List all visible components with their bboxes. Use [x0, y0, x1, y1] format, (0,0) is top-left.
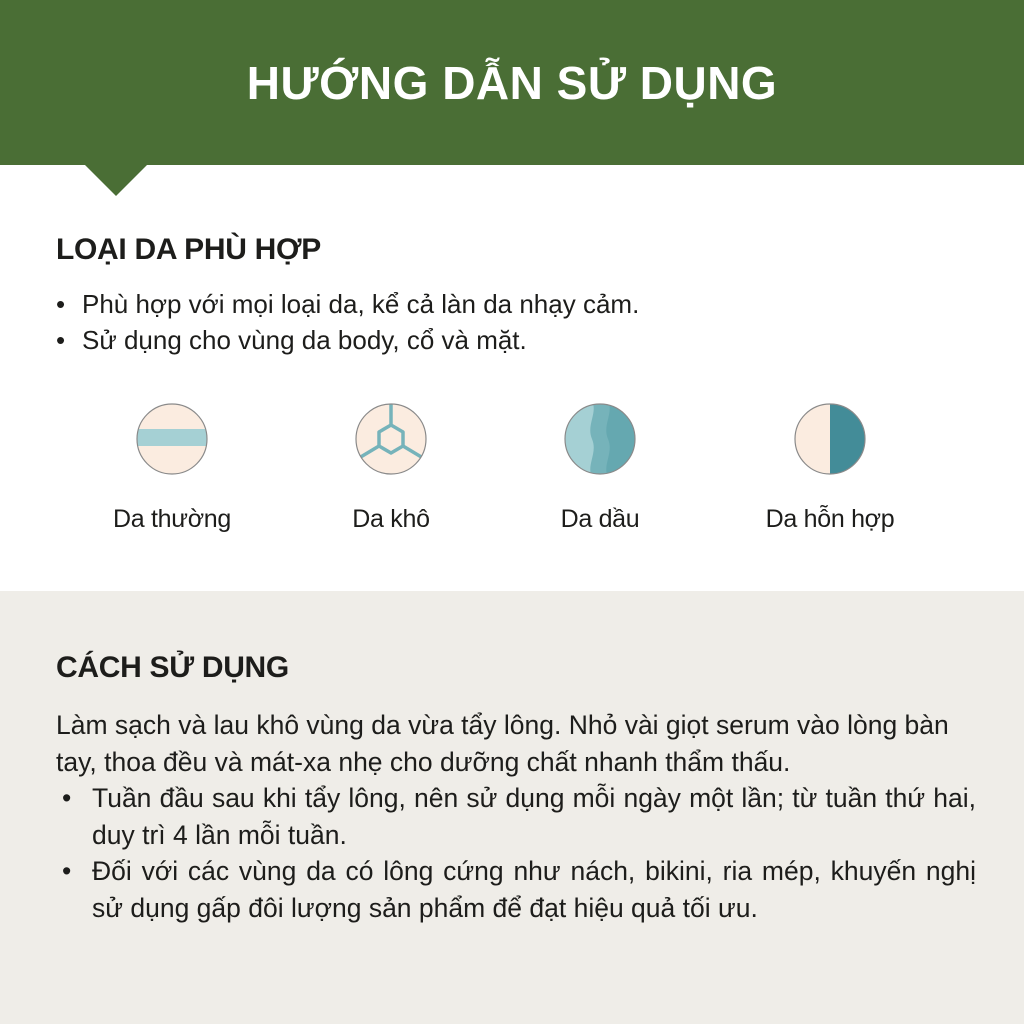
usage-body: [56, 707, 976, 926]
page-title: HƯỚNG DẪN SỬ DỤNG: [246, 56, 778, 109]
skin-item-oily: [490, 401, 710, 534]
skin-label: Da dầu: [560, 505, 640, 533]
bullet-text: Sử dụng cho vùng da body, cổ và mặt.: [82, 325, 527, 355]
skin-type-icons: [0, 401, 1024, 541]
list-item: [56, 780, 976, 853]
skin-type-bullets: [56, 286, 639, 358]
bullet-text: Phù hợp với mọi loại da, kể cả làn da nhạy cảm.: [82, 289, 640, 319]
normal-skin-icon: [134, 401, 210, 477]
bullet-text: Tuần đầu sau khi tẩy lông, nên sử dụng mỗi ngày một lần; từ tuần thứ hai, duy trì 4 lần mỗi tuần.: [92, 783, 976, 850]
bullet-text: Đối với các vùng da có lông cứng như nách, bikini, ria mép, khuyến nghị sử dụng gấp đôi lượng sản phẩm để đạt hiệu quả tối ưu.: [92, 856, 976, 923]
skin-label: Da thường: [113, 505, 231, 533]
skin-label: Da khô: [352, 505, 430, 533]
bullet-dot: •: [62, 783, 72, 813]
usage-section: [0, 591, 1024, 1024]
skin-type-heading: LOẠI DA PHÙ HỢP: [56, 233, 321, 266]
list-item: [56, 322, 639, 358]
skin-item-combination: [720, 401, 940, 534]
dry-skin-icon: [353, 401, 429, 477]
list-item: [56, 286, 639, 322]
skin-label: Da hỗn hợp: [765, 505, 895, 533]
skin-item-dry: [281, 401, 501, 534]
combination-skin-icon: [792, 401, 868, 477]
bullet-dot: •: [56, 325, 66, 355]
skin-type-section: [0, 165, 1024, 591]
bullet-dot: •: [56, 289, 66, 319]
usage-heading: CÁCH SỬ DỤNG: [56, 651, 289, 684]
oily-skin-icon: [562, 401, 638, 477]
bullet-dot: •: [62, 856, 72, 886]
skin-item-normal: [62, 401, 282, 534]
usage-intro: Làm sạch và lau khô vùng da vừa tẩy lông. Nhỏ vài giọt serum vào lòng bàn tay, thoa đều và mát-xa nhẹ cho dưỡng chất nhanh thẩm thấu.: [56, 710, 949, 777]
list-item: [56, 853, 976, 926]
header-banner: [0, 0, 1024, 165]
